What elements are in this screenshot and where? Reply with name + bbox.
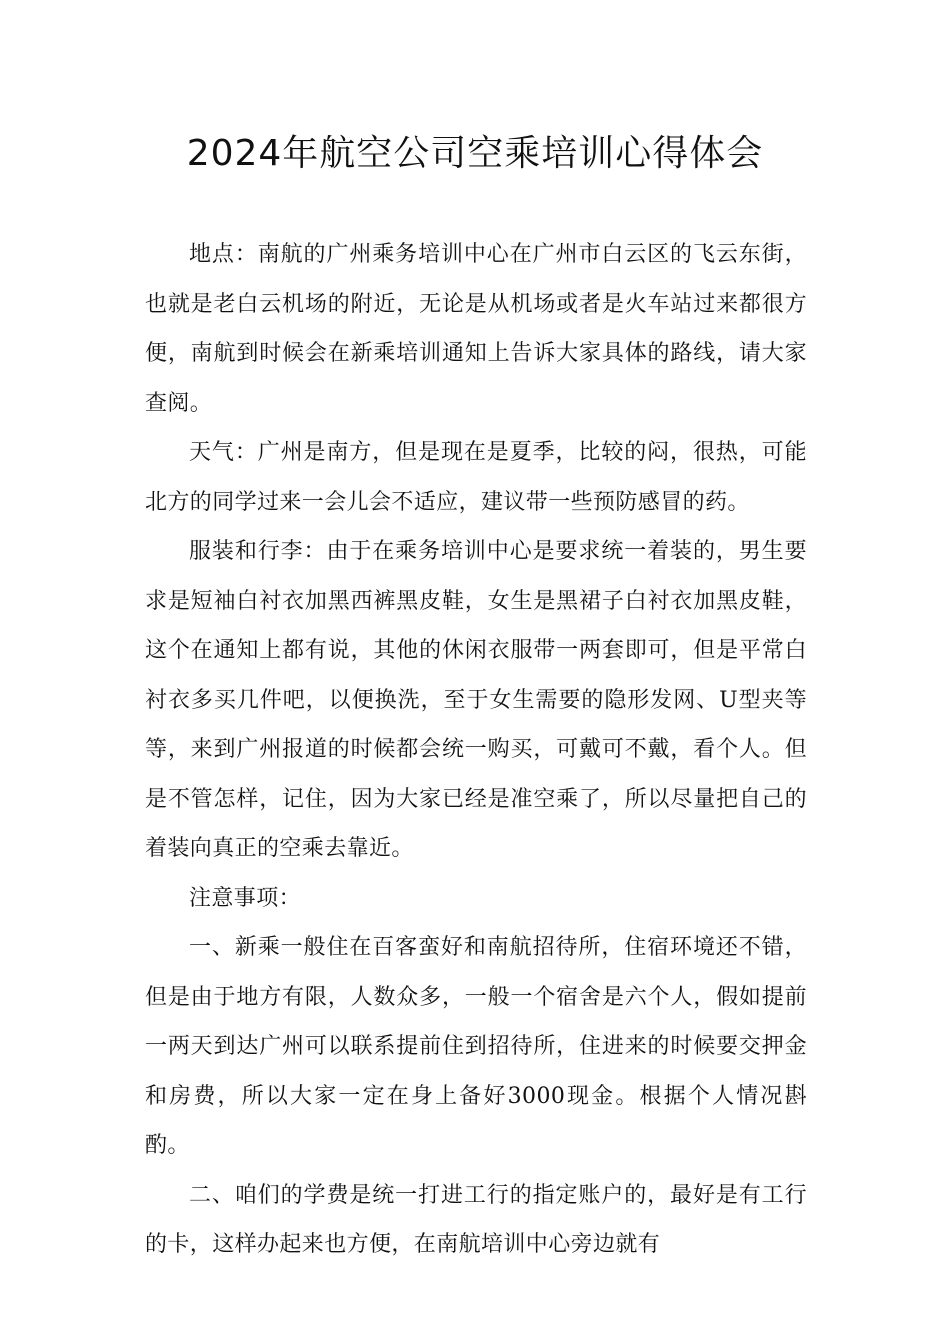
paragraph-notes-heading: 注意事项：: [189, 885, 302, 911]
document-title: 2024年航空公司空乘培训心得体会: [186, 133, 764, 174]
paragraph-note-one: 一、新乘一般住在百客蛮好和南航招待所，住宿环境还不错，但是由于地方有限，人数众多，一般一个宿舍是六个人，假如提前一两天到达广州可以联系提前住到招待所，住进来的时候要交押金和房费，所以大家一定在身上备好3000现金。根据个人情况斟酌。: [145, 935, 807, 1158]
paragraph-location: 地点：南航的广州乘务培训中心在广州市白云区的飞云东街，也就是老白云机场的附近，无论是从机场或者是火车站过来都很方便，南航到时候会在新乘培训通知上告诉大家具体的路线，请大家查阅。: [145, 242, 807, 416]
document-body: [145, 230, 807, 1270]
paragraph-weather: 天气：广州是南方，但是现在是夏季，比较的闷，很热，可能北方的同学过来一会儿会不适应，建议带一些预防感冒的药。: [145, 440, 807, 515]
paragraph-note-two: 二、咱们的学费是统一打进工行的指定账户的，最好是有工行的卡，这样办起来也方便，在南航培训中心旁边就有: [145, 1182, 807, 1257]
paragraph-clothing-luggage: 服装和行李：由于在乘务培训中心是要求统一着装的，男生要求是短袖白衬衣加黑西裤黑皮鞋，女生是黑裙子白衬衣加黑皮鞋，这个在通知上都有说，其他的休闲衣服带一两套即可，但是平常白衬衣多买几件吧，以便换洗，至于女生需要的隐形发网、U型夹等等，来到广州报道的时候都会统一购买，可戴可不戴，看个人。但是不管怎样，记住，因为大家已经是准空乘了，所以尽量把自己的着装向真正的空乘去靠近。: [145, 539, 807, 861]
